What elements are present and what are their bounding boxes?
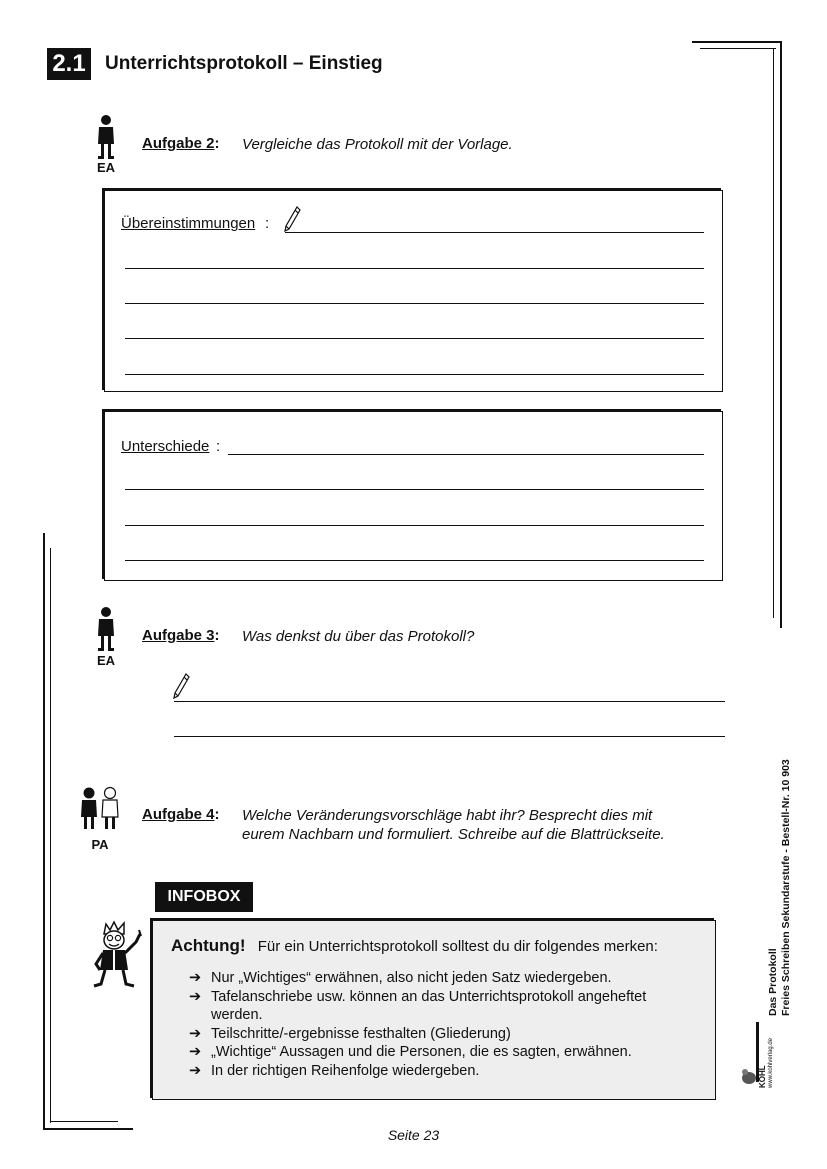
frame-left-line: [43, 533, 45, 1130]
task3-icon-label: EA: [96, 653, 116, 668]
publisher-name: KOHL: [758, 1065, 767, 1088]
writing-line[interactable]: [174, 736, 725, 737]
uebereinstimmungen-colon: :: [265, 215, 270, 232]
frame-left-line-inner: [50, 548, 51, 1123]
box-uebereinstimmungen: [104, 190, 723, 392]
writing-line[interactable]: [228, 454, 704, 455]
box-unterschiede: [104, 411, 723, 581]
writing-line[interactable]: [125, 268, 704, 269]
writing-line[interactable]: [285, 232, 704, 233]
task2-heading: Aufgabe 2:: [142, 135, 220, 152]
arrow-right-icon: ➔: [189, 970, 202, 986]
arrow-right-icon: ➔: [189, 1044, 202, 1060]
unterschiede-label: Unterschiede: [121, 438, 210, 455]
arrow-right-icon: ➔: [189, 1062, 202, 1079]
arrow-right-icon: ➔: [189, 1025, 202, 1042]
pencil-icon: [283, 205, 301, 238]
publisher-text: [758, 1038, 776, 1088]
unterschiede-colon: :: [216, 438, 221, 455]
side-caption-line2: Freies Schreiben Sekundarstufe - Bestell-Nr. 10 903: [780, 759, 792, 1016]
student-icon: [94, 114, 118, 160]
task2-label: Aufgabe 2: [142, 135, 215, 152]
frame-top-line: [692, 41, 782, 43]
writing-line[interactable]: [125, 525, 704, 526]
task4-icon-label: PA: [91, 837, 109, 852]
writing-line[interactable]: [125, 374, 704, 375]
list-item: ➔ Nur „Wichtiges“ erwähnen, also nicht jeden Satz wiedergeben.: [189, 970, 612, 986]
publisher-website: www.kohlverlag.de: [768, 1037, 774, 1088]
task3-text: Was denkst du über das Protokoll?: [242, 628, 475, 645]
side-caption-line1: Das Protokoll: [767, 948, 779, 1016]
infobox-heading-text: Für ein Unterrichtsprotokoll solltest du dir folgendes merken:: [257, 938, 658, 955]
pair-students-icon: [78, 786, 122, 834]
task2-icon-label: EA: [96, 160, 116, 175]
list-item: ➔ Tafelanschriebe usw. können an das Unterrichtsprotokoll angeheftet werden.: [189, 988, 647, 1023]
task3-label: Aufgabe 3: [142, 627, 215, 644]
list-item: ➔ Teilschritte/-ergebnisse festhalten (Gliederung): [189, 1025, 511, 1042]
arrow-right-icon: ➔: [189, 988, 202, 1005]
page-number: Seite 23: [387, 1127, 440, 1143]
task4-heading: Aufgabe 4:: [142, 806, 220, 823]
frame-right-line: [780, 41, 782, 628]
task2-text: Vergleiche das Protokoll mit der Vorlage.: [242, 136, 513, 153]
infobox-list: [189, 969, 699, 1080]
frame-top-line-inner: [700, 48, 776, 49]
infobox-heading-bold: Achtung!: [171, 936, 246, 955]
uebereinstimmungen-label: Übereinstimmungen: [121, 215, 256, 232]
writing-line[interactable]: [125, 560, 704, 561]
list-item: ➔ In der richtigen Reihenfolge wiedergeben.: [189, 1062, 480, 1079]
task3-heading: Aufgabe 3:: [142, 627, 220, 644]
frame-right-line-inner: [773, 48, 774, 618]
page-title: Unterrichtsprotokoll – Einstieg: [105, 53, 383, 74]
writing-line[interactable]: [125, 338, 704, 339]
writing-line[interactable]: [125, 303, 704, 304]
infobox-tab: INFOBOX: [155, 882, 253, 912]
infobox-panel: [152, 920, 716, 1100]
student-icon: [94, 606, 118, 652]
writing-line[interactable]: [174, 701, 725, 702]
task4-text-line1: Welche Veränderungsvorschläge habt ihr? Besprecht dies mit: [242, 807, 653, 824]
professor-icon: [88, 920, 144, 992]
writing-line[interactable]: [125, 489, 704, 490]
infobox-heading: [171, 936, 658, 956]
frame-bottom-line-inner: [50, 1121, 118, 1122]
task4-label: Aufgabe 4: [142, 806, 215, 823]
task4-text-line2: eurem Nachbarn und formuliert. Schreibe auf die Blattrückseite.: [242, 826, 665, 843]
section-number-badge: 2.1: [47, 48, 91, 80]
list-item: ➔ „Wichtige“ Aussagen und die Personen, die es sagten, erwähnen.: [189, 1044, 632, 1060]
side-caption: [767, 759, 793, 1016]
